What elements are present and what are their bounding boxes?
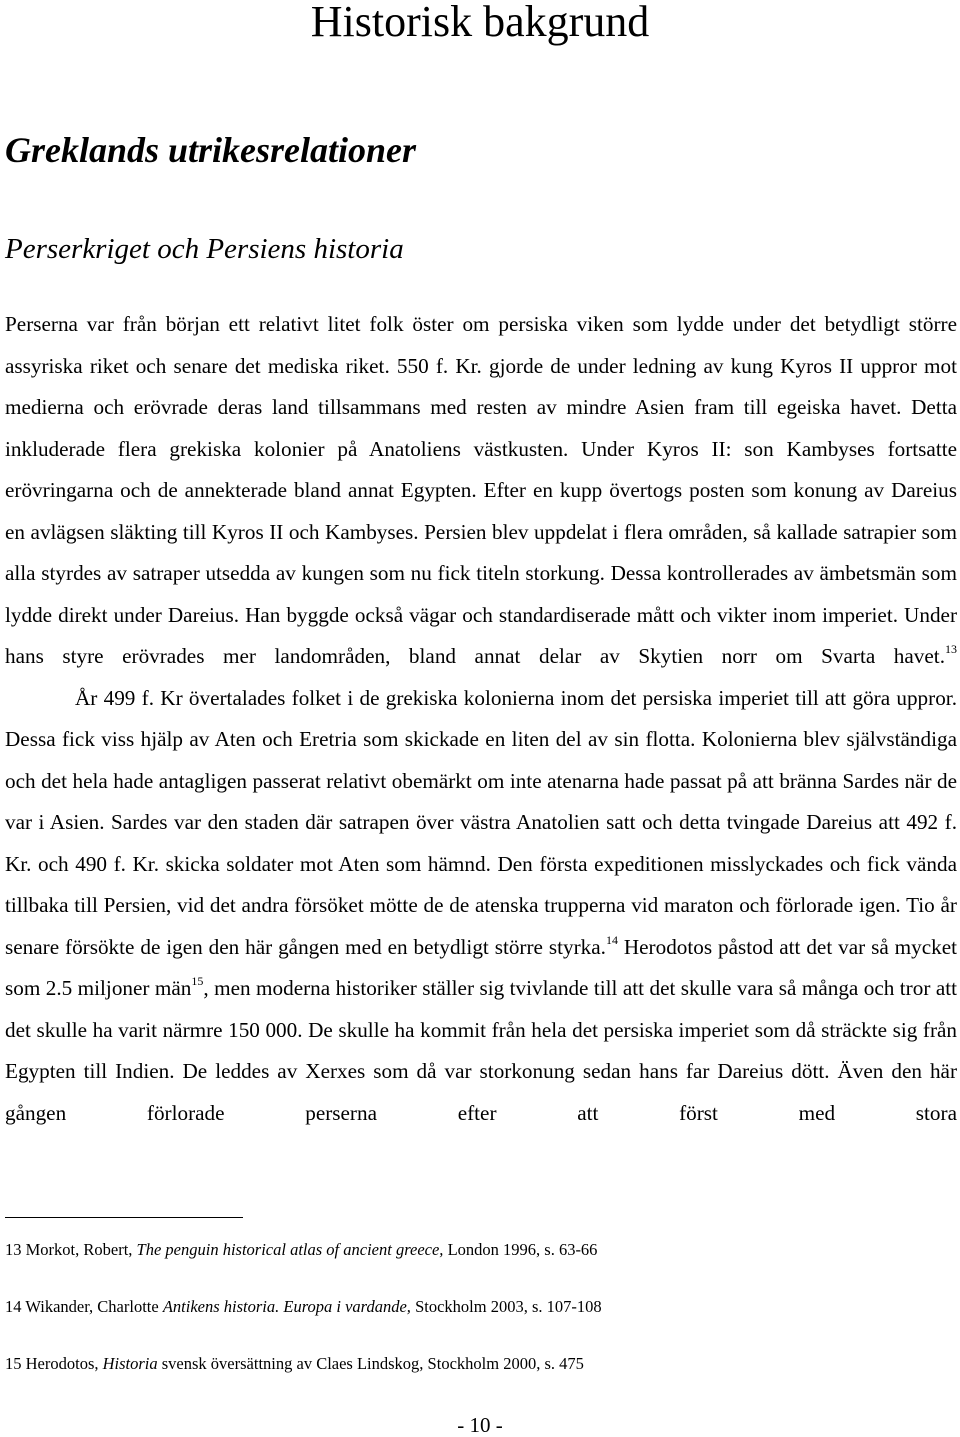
paragraph-2-text-b: Herodotos påstod att det var så mycket som 2.5 miljoner män [5, 934, 957, 1000]
footnote-15 [5, 1354, 584, 1374]
footnote-ref-14: 14 [605, 932, 618, 947]
body-text [5, 304, 957, 1134]
section-heading: Greklands utrikesrelationer [5, 130, 417, 170]
page-number: - 10 - [457, 1413, 503, 1437]
footnote-publication: London 1996, s. 63-66 [443, 1240, 598, 1259]
footnote-number: 13 [5, 1240, 22, 1259]
page-title: Historisk bakgrund [310, 0, 650, 46]
footnote-publication: svensk översättning av Claes Lindskog, Stockholm 2000, s. 475 [157, 1354, 584, 1373]
subsection-heading: Perserkriget och Persiens historia [5, 233, 404, 265]
footnote-number: 14 [5, 1297, 22, 1316]
footnote-author: Morkot, Robert, [25, 1240, 137, 1259]
footnote-title: Antikens historia. Europa i vardande, [162, 1297, 411, 1316]
paragraph-2-text-c: , men moderna historiker ställer sig tvivlande till att det skulle vara så många och tror att det skulle ha varit närmre 150 000. De skulle ha kommit från hela det persiska imperiet som då sträckte sig från Egypten till Indien. De leddes av Xerxes som då var storkonung sedan hans far Dareius dött. Även den här gången förlorade perserna efter att först med stora [5, 976, 957, 1125]
paragraph-1 [5, 304, 957, 678]
footnote-author: Wikander, Charlotte [25, 1297, 163, 1316]
footnote-number: 15 [5, 1354, 22, 1373]
footnote-title: Historia [102, 1354, 158, 1373]
footnote-ref-13: 13 [945, 642, 957, 656]
footnote-14 [5, 1297, 602, 1317]
paragraph-2-text-a: År 499 f. Kr övertalades folket i de grekiska kolonierna inom det persiska imperiet till att göra uppror. Dessa fick viss hjälp av Aten och Eretria som skickade en liten del av sin flotta. Kolonierna blev självständiga och det hela hade antagligen passerat relativt obemärkt om inte atenarna hade passat på att bränna Sardes när de var i Asien. Sardes var den staden där satrapen över västra Anatolien satt och detta tvingade Dareius att 492 f. Kr. och 490 f. Kr. skicka soldater mot Aten som hämnd. Den första expeditionen misslyckades och fick vända tillbaka till Persien, vid det andra försöket mötte de de atenska trupperna vid maraton och förlorade igen. Tio år senare försökte de igen den här gången med en betydligt större styrka. [5, 685, 957, 959]
paragraph-2 [5, 678, 957, 1135]
footnote-ref-15: 15 [191, 974, 204, 988]
footnote-divider [5, 1217, 243, 1218]
footnote-author: Herodotos, [25, 1354, 103, 1373]
footnote-title: The penguin historical atlas of ancient greece, [136, 1240, 444, 1259]
footnote-13 [5, 1240, 597, 1260]
footnote-publication: Stockholm 2003, s. 107-108 [410, 1297, 602, 1316]
paragraph-1-text: Perserna var från början ett relativt litet folk öster om persiska viken som lydde under det betydligt större assyriska riket och senare det mediska riket. 550 f. Kr. gjorde de under ledning av kung Kyros II uppror mot medierna och erövrade deras land tillsammans med resten av mindre Asien fram till egeiska havet. Detta inkluderade flera grekiska kolonier på Anatoliens västkusten. Under Kyros II: son Kambyses fortsatte erövringarna och de annekterade bland annat Egypten. Efter en kupp övertogs posten som konung av Dareius en avlägsen släkting till Kyros II och Kambyses. Persien blev uppdelat i flera områden, så kallade satrapier som alla styrdes av satraper utsedda av kungen som nu fick titeln storkung. Dessa kontrollerades av ämbetsmän som lydde direkt under Dareius. Han byggde också vägar och standardiserade mått och vikter inom imperiet. Under hans styre erövrades mer landområden, bland annat delar av Skytien norr om Svarta havet. [5, 312, 957, 668]
